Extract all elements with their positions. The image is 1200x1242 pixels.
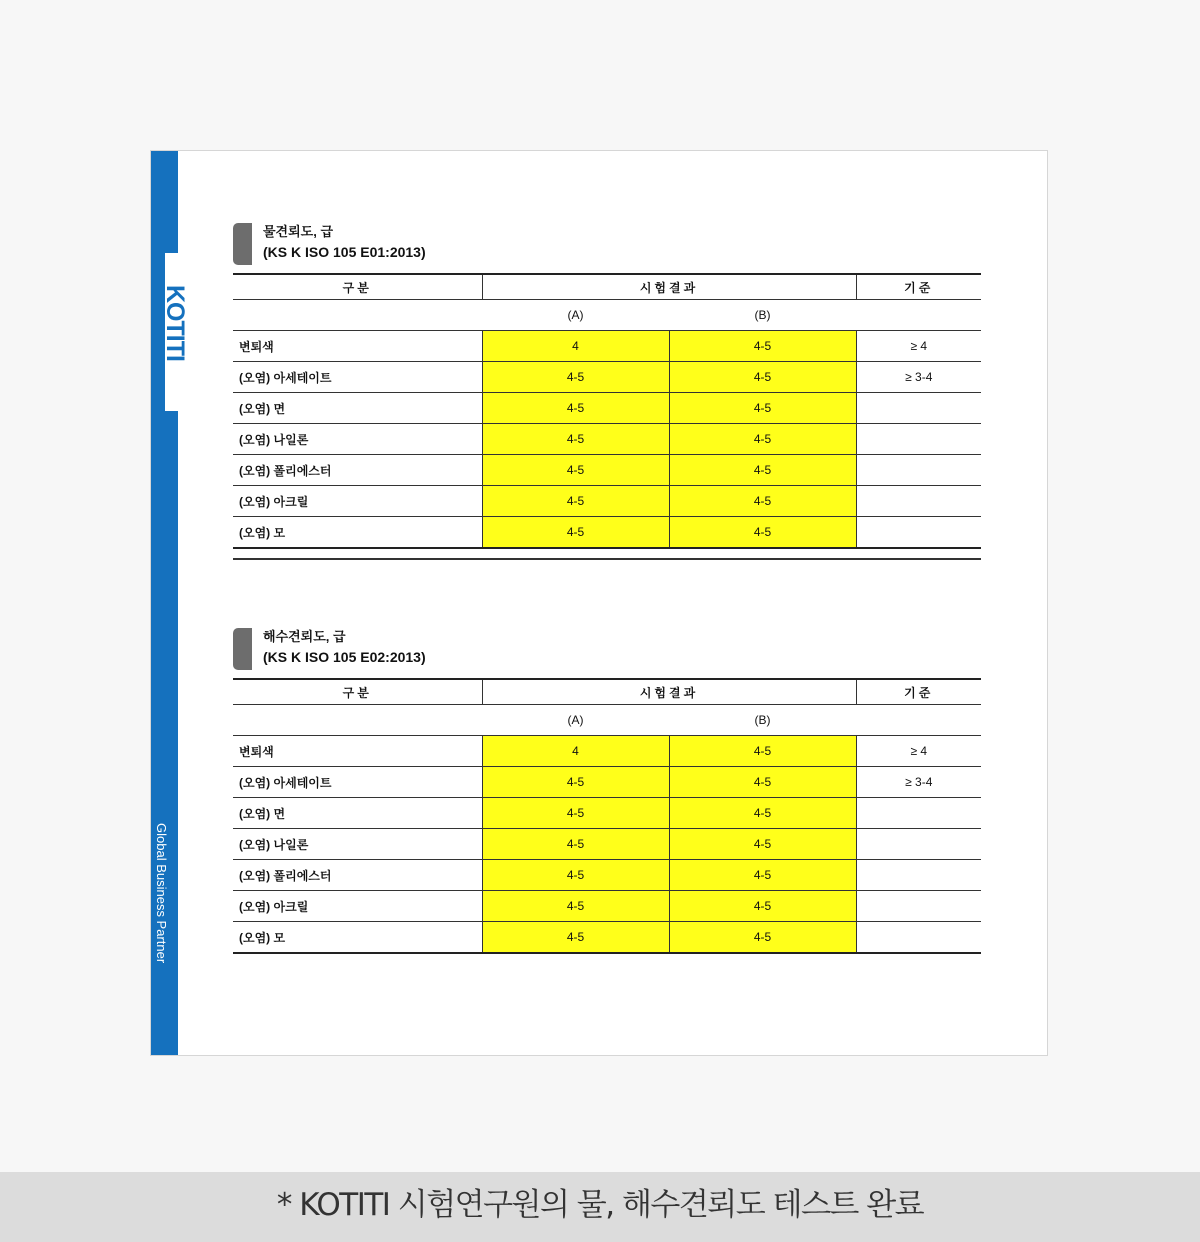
value-b: 4-5	[669, 767, 856, 798]
value-a: 4-5	[482, 767, 669, 798]
table-row	[233, 486, 981, 517]
table-row	[233, 891, 981, 922]
value-a: 4-5	[482, 517, 669, 549]
row-label: (오염) 아크릴	[233, 891, 482, 922]
test-title: 물견뢰도, 급	[263, 224, 334, 239]
table-row	[233, 517, 981, 549]
test-standard: (KS K ISO 105 E02:2013)	[263, 649, 426, 665]
results-table	[233, 678, 981, 954]
results-table	[233, 273, 981, 549]
brand-tagline: Global Business Partner	[154, 823, 169, 964]
table-row	[233, 767, 981, 798]
row-label: (오염) 나일론	[233, 424, 482, 455]
value-criterion	[856, 922, 981, 954]
value-b: 4-5	[669, 891, 856, 922]
header-criterion: 기준	[856, 274, 981, 300]
value-criterion: ≥ 3-4	[856, 362, 981, 393]
table-row	[233, 829, 981, 860]
value-b: 4-5	[669, 486, 856, 517]
row-label: (오염) 면	[233, 393, 482, 424]
test-report-document	[150, 150, 1048, 1056]
table-row	[233, 331, 981, 362]
value-b: 4-5	[669, 393, 856, 424]
table-row	[233, 798, 981, 829]
subheader-b: (B)	[669, 300, 856, 331]
row-label: (오염) 폴리에스터	[233, 455, 482, 486]
value-a: 4-5	[482, 798, 669, 829]
heading-marker	[233, 223, 252, 265]
row-label: (오염) 폴리에스터	[233, 860, 482, 891]
row-label: (오염) 아세테이트	[233, 362, 482, 393]
value-a: 4-5	[482, 922, 669, 954]
value-b: 4-5	[669, 331, 856, 362]
value-criterion	[856, 455, 981, 486]
section-title	[263, 221, 426, 263]
row-label: (오염) 나일론	[233, 829, 482, 860]
kotiti-logo: KOTITI	[161, 285, 189, 361]
subheader-a: (A)	[482, 300, 669, 331]
value-a: 4-5	[482, 424, 669, 455]
row-label: 변퇴색	[233, 736, 482, 767]
subheader-b: (B)	[669, 705, 856, 736]
value-a: 4-5	[482, 393, 669, 424]
header-result: 시험결과	[482, 274, 856, 300]
seawater-fastness-section	[233, 626, 981, 954]
value-criterion	[856, 486, 981, 517]
value-a: 4	[482, 331, 669, 362]
value-criterion	[856, 798, 981, 829]
subheader-a: (A)	[482, 705, 669, 736]
value-criterion: ≥ 3-4	[856, 767, 981, 798]
value-criterion	[856, 424, 981, 455]
value-a: 4-5	[482, 860, 669, 891]
value-a: 4	[482, 736, 669, 767]
table-row	[233, 736, 981, 767]
table-row	[233, 455, 981, 486]
header-criterion: 기준	[856, 679, 981, 705]
table-header-row	[233, 274, 981, 300]
table-bottom-rule	[233, 558, 981, 560]
table-row	[233, 393, 981, 424]
table-row	[233, 922, 981, 954]
header-result: 시험결과	[482, 679, 856, 705]
value-criterion	[856, 517, 981, 549]
value-a: 4-5	[482, 891, 669, 922]
value-criterion	[856, 829, 981, 860]
value-criterion: ≥ 4	[856, 736, 981, 767]
row-label: (오염) 모	[233, 922, 482, 954]
water-fastness-section	[233, 221, 981, 560]
test-title: 해수견뢰도, 급	[263, 629, 346, 644]
value-criterion	[856, 891, 981, 922]
value-b: 4-5	[669, 922, 856, 954]
value-b: 4-5	[669, 424, 856, 455]
row-label: (오염) 모	[233, 517, 482, 549]
value-criterion	[856, 860, 981, 891]
section-heading	[233, 626, 981, 670]
table-row	[233, 860, 981, 891]
value-b: 4-5	[669, 798, 856, 829]
value-b: 4-5	[669, 455, 856, 486]
subheader-empty	[856, 705, 981, 736]
subheader-empty	[233, 300, 482, 331]
value-a: 4-5	[482, 362, 669, 393]
row-label: (오염) 면	[233, 798, 482, 829]
value-b: 4-5	[669, 860, 856, 891]
value-criterion: ≥ 4	[856, 331, 981, 362]
table-header-row	[233, 679, 981, 705]
section-title	[263, 626, 426, 668]
table-row	[233, 424, 981, 455]
row-label: (오염) 아크릴	[233, 486, 482, 517]
row-label: (오염) 아세테이트	[233, 767, 482, 798]
header-category: 구분	[233, 679, 482, 705]
header-category: 구분	[233, 274, 482, 300]
table-subheader-row	[233, 300, 981, 331]
test-standard: (KS K ISO 105 E01:2013)	[263, 244, 426, 260]
value-a: 4-5	[482, 829, 669, 860]
value-b: 4-5	[669, 736, 856, 767]
table-subheader-row	[233, 705, 981, 736]
subheader-empty	[856, 300, 981, 331]
value-b: 4-5	[669, 362, 856, 393]
section-heading	[233, 221, 981, 265]
value-b: 4-5	[669, 829, 856, 860]
value-a: 4-5	[482, 486, 669, 517]
row-label: 변퇴색	[233, 331, 482, 362]
value-b: 4-5	[669, 517, 856, 549]
subheader-empty	[233, 705, 482, 736]
heading-marker	[233, 628, 252, 670]
caption-banner: * KOTITI 시험연구원의 물, 해수견뢰도 테스트 완료	[0, 1172, 1200, 1242]
value-a: 4-5	[482, 455, 669, 486]
table-row	[233, 362, 981, 393]
value-criterion	[856, 393, 981, 424]
